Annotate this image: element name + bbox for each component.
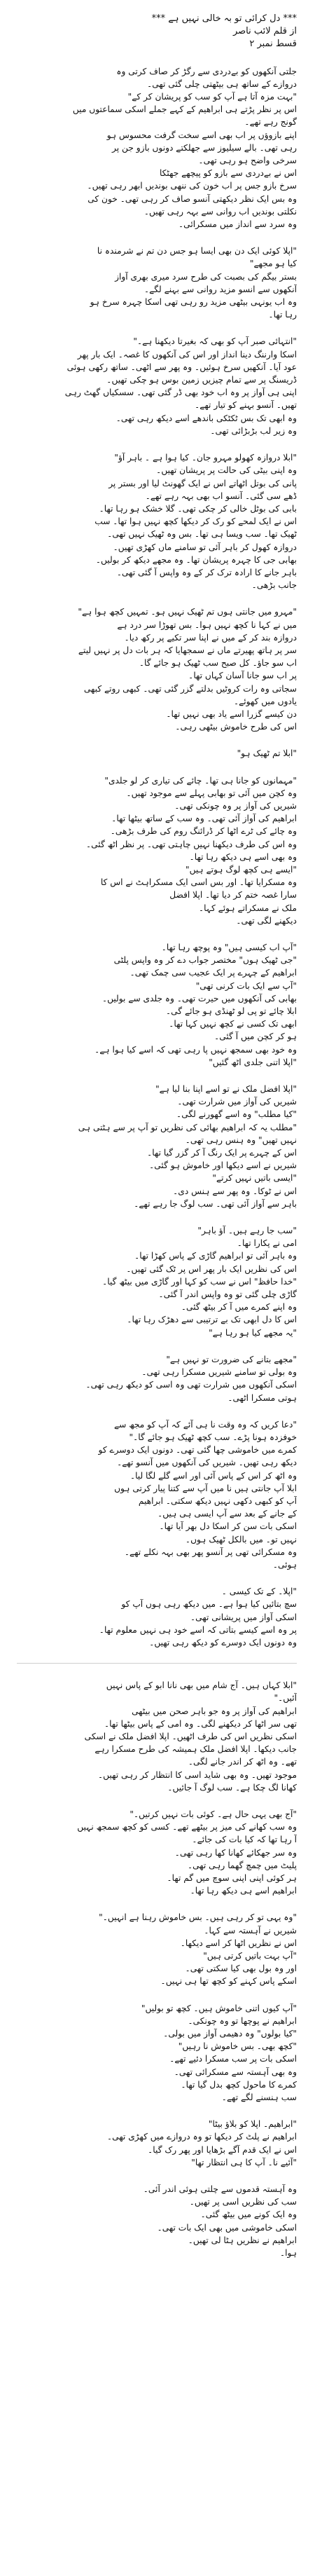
text-line: ابراھیم نے نظریں ہٹا لی تھیں۔ — [188, 2235, 297, 2245]
text-line: وہ اٹھ کر اس کے پاس آئی اور اسے گلے لگا لیا۔ — [130, 1470, 297, 1481]
text-line: کھانا لگ چکا ہے۔ سب لوگ آ جائیں۔ — [167, 1782, 297, 1793]
text-line: اسکی آنکھوں میں شرارت تھی وہ اسی کو دیکھ رہی تھی۔ — [85, 1380, 297, 1390]
text-line: ہوا۔ — [280, 2248, 297, 2259]
paragraph — [17, 747, 297, 760]
paragraph — [17, 2183, 297, 2259]
text-line: سرخ بازو جس پر اب خون کی ننھی بوندیں ابھر رہی تھیں۔ — [87, 181, 297, 191]
text-line: شیریں نے آہستہ سے کہا۔ — [204, 1925, 297, 1936]
paragraph — [17, 1679, 297, 1794]
text-line: آپ کو کبھی دکھی نہیں دیکھ سکتی۔ ابراھیم — [138, 1495, 297, 1506]
text-line: جلتی آنکھوں کو بےدردی سے رگڑ کر صاف کرتی وہ — [116, 66, 297, 76]
text-line: "وہ یہی تو کر رہی ہیں۔ بس خاموش رہنا ہے انہیں۔" — [99, 1912, 297, 1923]
paragraph — [17, 1808, 297, 1897]
text-line: پر اب سو جانا آسان کہاں تھا۔ — [188, 671, 297, 681]
text-line: "آپ اب کیسی ہیں" وہ پوچھ رہا تھا۔ — [161, 943, 297, 952]
text-line: اسکی بات سن کر اسکا دل بھر آیا تھا۔ — [159, 1521, 297, 1532]
section-divider — [17, 1663, 297, 1664]
text-line: "ایسی باتیں نہیں کرتے" — [212, 1173, 297, 1184]
text-line: سارا غصہ ختم کر دیا تھا۔ اپلا افضل — [169, 890, 297, 900]
paragraph — [17, 774, 297, 927]
text-line: ابراھیم نے پلٹ کر دیکھا تو وہ دروازے میں کھڑی تھی۔ — [107, 2132, 297, 2142]
text-line: اس نے ٹوکا۔ وہ پھر سے ہنس دی۔ — [173, 1186, 297, 1196]
text-line: "بہت مزہ آتا ہے آپ کو سب کو پریشان کر کے" — [127, 92, 297, 102]
text-line: نہیں تو۔ میں بالکل ٹھیک ہوں۔ — [185, 1534, 297, 1544]
text-line: "آئیے نا۔ آپ کا ہی انتظار تھا" — [191, 2157, 297, 2167]
text-line: وہ اس کی طرف دیکھنا نہیں چاہتی تھی۔ پر نظر اٹھ گئی۔ — [86, 839, 297, 849]
paragraph — [17, 1353, 297, 1404]
text-line: بھابی جی کا چہرہ پریشان تھا۔ وہ مجھے دیکھ کر بولیں۔ — [95, 554, 297, 565]
text-line: دروازہ کھول کر باہر آئی تو سامنے ماں کھڑی تھیں۔ — [113, 542, 297, 552]
paragraph — [17, 941, 297, 1069]
text-line: شیریں نے اسے دیکھا اور خاموش ہو گئی۔ — [149, 1160, 297, 1171]
text-line: "مہرو میں جانتی ہوں تم ٹھیک نہیں ہو۔ تمہیں کچھ ہوا ہے" — [78, 607, 297, 617]
text-line: وہ اپنی بیٹی کی حالت پر پریشان تھیں۔ — [156, 465, 297, 476]
document-body — [17, 65, 297, 1650]
text-line: "اپلا کوئی ایک دن بھی ایسا ہو جس دن تم نے شرمندہ نا — [97, 246, 297, 256]
text-line: شیریں کی آواز میں شرارت تھی۔ — [177, 1097, 297, 1107]
text-line: وہ اپنے کمرے میں آ کر بیٹھ گئی۔ — [181, 1302, 297, 1313]
text-line: ابھی تک کسی نے کچھ نہیں کہا تھا۔ — [169, 1019, 297, 1029]
text-line: آنکھوں سے انسو مزید روانی سے بہنے لگے۔ — [144, 284, 297, 294]
text-line: یادوں میں کھوئے۔ — [234, 696, 297, 706]
text-line: شیریں کی آواز پر وہ چونکی تھی۔ — [174, 800, 297, 811]
text-line: عود آیا۔ آنکھیں سرخ ہوئیں۔ وہ پھر سے اٹھی۔ ساتھ رکھی ہوئی — [66, 362, 297, 372]
text-line: "ابلا تم ٹھیک ہو" — [237, 748, 297, 759]
text-line: وہ سرد سے انداز میں مسکرائی۔ — [178, 219, 297, 230]
text-line: "ابلا دروازہ کھولو مہرو جان۔ کیا ہوا ہے ۔ باہر آؤ" — [114, 453, 297, 463]
text-line: وہ مسکرائی تھی پر آنسو پھر بھی بہہ نکلے تھے۔ — [124, 1547, 297, 1557]
text-line: "اپلا۔ کے تک کیسی ۔ — [221, 1587, 297, 1597]
text-line: سب ہنسنے لگے تھے۔ — [221, 2092, 297, 2103]
text-line: دیکھ رہی تھیں۔ شیریں کی آنکھوں میں آنسو تھے۔ — [117, 1458, 297, 1468]
text-line: ملک نے مسکراتے ہوئے کہا۔ — [198, 903, 297, 913]
text-line: ابراھیم اسے ہی دیکھ رہا تھا۔ — [190, 1886, 297, 1896]
text-line: ابراھیم کی آواز آئی تھی۔ وہ سب کے ساتھ بیٹھا تھا۔ — [111, 814, 297, 824]
text-line: وہ کچن میں آئی تو بھابی پہلے سے موجود تھیں۔ — [126, 788, 297, 798]
text-line: ابلا چائے تو پی لو ٹھنڈی ہو جائے گی۔ — [165, 1006, 297, 1017]
text-line: ہر کوئی اپنی اپنی سوچ میں گم تھا۔ — [167, 1873, 297, 1883]
text-line: گونج رہے تھے۔ — [244, 117, 297, 128]
paragraph — [17, 1585, 297, 1649]
text-line: ابلا آپ جانتی ہیں نا میں آپ سے کتنا پیار کرتی ہوں — [114, 1483, 297, 1493]
text-line: رہی تھی۔ بالے سیلیوز سے جھلکتے دونوں بازو جن پر — [112, 142, 297, 153]
text-line: "اپلا افضل ملک نے تو اسے اپنا بنا لیا ہے" — [155, 1084, 297, 1095]
text-line: اسکے پاس کہنے کو کچھ تھا ہی نہیں۔ — [160, 1976, 297, 1987]
text-line: وہ ابھی تک بس ٹکٹکی باندھے اسے دیکھ رہی تھی۔ — [115, 413, 297, 423]
text-line: "کچھ بھی۔ بس خاموش نا رہیں" — [178, 2041, 297, 2052]
text-line: رہا تھا۔ — [268, 310, 297, 320]
text-line: امی نے پکارا تھا۔ — [237, 1238, 297, 1249]
text-line: آئیں۔" — [274, 1693, 297, 1704]
text-line: کمرے کا ماحول کچھ بدل گیا تھا۔ — [181, 2079, 297, 2090]
text-line: تھی سر اٹھا کر دیکھنے لگی۔ وہ امی کے پاس بیٹھا تھا۔ — [104, 1718, 297, 1729]
paragraph — [17, 451, 297, 591]
text-line: "انتہائی صبر آپ کو بھی کہ بغیرتا دیکھنا ہے۔" — [133, 336, 297, 347]
text-line: "آپ بہت باتیں کرتی ہیں" — [203, 1951, 297, 1961]
text-line: "ابلا کہاں ہیں۔ آج شام میں بھی نانا ابو کے پاس نہیں — [106, 1680, 297, 1691]
text-line: ڈریسنگ پر سے تمام چیزیں زمین بوس ہو چکی تھیں۔ — [106, 375, 297, 385]
text-line: اس پر نظر پڑتے ہی ابراھیم کے کہے جملے اسکی سماعتوں میں — [72, 104, 297, 115]
text-line: اس کی نظریں ایک بار پھر اس پر ٹک گئی تھیں۔ — [126, 1263, 297, 1274]
text-line: جانب دیکھا۔ اپلا افضل ملک ہمیشہ کی طرح مسکرا رہے — [94, 1744, 297, 1755]
text-line: وہ دونوں ایک دوسرے کو دیکھ رہی تھیں۔ — [149, 1637, 297, 1647]
text-line: "مطلب یہ کہ ابراھیم بھائی کی نظریں تو آپ پر سے ہٹتی ہی — [78, 1122, 297, 1132]
text-line: تھیں۔ آنسو بہنے کو تیار تھے۔ — [195, 400, 297, 411]
text-line: قسط نمبر ۲ — [249, 39, 297, 50]
paragraph — [17, 1083, 297, 1210]
text-line: سجاتی وہ رات کروٹیں بدلتے گزر گئی تھی۔ کبھی روتے کبھی — [83, 683, 297, 694]
text-line: "اپلا اتنی جلدی اٹھ گئیں" — [209, 1057, 297, 1067]
text-line: *** دل کرائی تو بہ خالی نہیں ہے *** — [151, 13, 297, 24]
text-line: ابراھیم کی آواز پر وہ جو باہر صحن میں بیٹھی — [132, 1706, 297, 1716]
text-line: اس کی طرح خاموش بیٹھی رہی۔ — [175, 722, 297, 732]
text-line: وہ مسکرایا تھا۔ اور بس اسی ایک مسکراہٹ نے اس کا — [100, 877, 297, 888]
paragraph — [17, 245, 297, 321]
text-line: اسکی آواز میں پریشانی تھی۔ — [190, 1612, 297, 1622]
text-line: "مہمانوں کو جانا ہی تھا۔ چائے کی تیاری کر لو جلدی" — [104, 775, 297, 786]
text-line: موجود تھیں۔ وہ بھی شاید اسی کا انتظار کر رہی تھیں۔ — [98, 1769, 297, 1780]
text-line: دن کیسے گزرا اسے یاد بھی نہیں تھا۔ — [166, 708, 297, 719]
text-line: سب کی نظریں اسی پر تھیں۔ — [189, 2197, 297, 2207]
document-body-continued — [17, 1679, 297, 2259]
text-line: بابی کی بوٹل خالی کر چکی تھی۔ گلا خشک ہو رہا تھا۔ — [99, 503, 297, 514]
text-line: جانب بڑھی۔ — [251, 580, 297, 591]
text-line: اسکی نظریں اس کی طرف اٹھیں۔ اپلا افضل ملک نے اسکی — [84, 1731, 297, 1741]
text-line: ابراھیم نے پوچھا تو وہ چونکی۔ — [188, 2015, 297, 2026]
paragraph — [17, 2002, 297, 2104]
text-line: وہ بھی اسے ہی دیکھ رہا تھا۔ — [189, 851, 297, 862]
text-line: باہر جانے کا ارادہ ترک کر کے وہ واپس آ گئی تھی۔ — [116, 567, 297, 577]
text-line: دروازہ بند کر کے میں نے اپنا سر تکیے پر رکھ دیا۔ — [124, 632, 297, 643]
text-line: "دعا کریں کہ وہ وقت نا ہی آئے کہ آپ کو مجھ سے — [113, 1419, 297, 1430]
text-line: ہوئی۔ — [272, 1559, 297, 1570]
text-line: سچ بتائیں کیا ہوا ہے۔ میں دیکھ رہی ہوں آپ کو — [121, 1599, 297, 1610]
text-line: اس نے ایک لمحے کو رک کر دیکھا کچھ نہیں ہوا تھا۔ سب — [94, 516, 297, 527]
text-line: ہو کر کچن میں آ گئی۔ — [214, 1032, 297, 1042]
text-line: دیکھنے لگی تھی۔ — [236, 915, 297, 926]
text-line: "سب جا رہے ہیں۔ آؤ باہر" — [197, 1226, 297, 1236]
text-line: میں نے کہا نا کچھ نہیں ہوا۔ بس تھوڑا سر درد ہے — [117, 619, 297, 630]
text-line: دروازے کے ساتھ ہی بیٹھتی چلی گئی تھی۔ — [147, 78, 297, 89]
text-line: اس نے نظریں اٹھا کر اسے دیکھا۔ — [180, 1938, 297, 1948]
text-line: ابراھیم کے چہرے پر ایک عجیب سی چمک تھی۔ — [130, 968, 297, 978]
text-line: "آج بھی یہی حال ہے۔ کوئی بات نہیں کرتیں۔" — [130, 1809, 297, 1819]
paragraph — [17, 605, 297, 733]
text-line: وہ بولی تو سامنے شیریں مسکرا رہی تھی۔ — [141, 1367, 297, 1378]
text-line: وہ زیر لب بڑبڑائی تھی۔ — [210, 425, 297, 436]
text-line: ڈھے سی گئی۔ آنسو اب بھی بہہ رہے تھے۔ — [145, 491, 297, 501]
text-line: وہ بھی آہستہ سے مسکرائی تھی۔ — [174, 2067, 297, 2077]
text-line: کمرے میں خاموشی چھا گئی تھی۔ دونوں ایک دوسرے کو — [98, 1445, 297, 1455]
text-line: اپنے بازوؤں پر اب بھی اسے سخت گرفت محسوس ہو — [106, 130, 297, 140]
text-line: تھے۔ وہ اٹھ کر اندر جانے لگی۔ — [188, 1757, 297, 1767]
paragraph — [17, 1911, 297, 1987]
text-line: وہ آہستہ قدموں سے چلتی ہوئی اندر آئی۔ — [143, 2184, 297, 2195]
text-line: وہ سر جھکائے کھانا کھا رہی تھی۔ — [174, 1847, 297, 1858]
text-line: وہ بس ایک نظر دیکھتی آنسو صاف کر رہی تھی۔ خون کی — [88, 193, 297, 204]
text-line: "جی ٹھیک ہوں" مختصر جواب دے کر وہ واپس پلٹی — [113, 955, 297, 966]
text-line: آ رہا تھا کہ کیا بات کی جائے۔ — [192, 1835, 297, 1845]
text-line: "کیا بولوں" وہ دھیمی آواز میں بولی۔ — [163, 2029, 297, 2039]
text-line: پلیٹ میں چمچ گھما رہی تھی۔ — [187, 1860, 297, 1870]
text-line: "مجھے بتانے کی ضرورت تو نہیں ہے" — [166, 1354, 297, 1364]
paragraph — [17, 1418, 297, 1571]
text-line: نہیں تھیں" وہ ہنس رہی تھی۔ — [185, 1135, 297, 1145]
text-line: اسکا وارننگ دینا انداز اور اس کی آنکھوں کا غصہ۔ ایک بار پھر — [77, 349, 297, 359]
text-line: ہوتی مسکرا اٹھی۔ — [227, 1392, 297, 1403]
text-line: "یہ مجھے کیا ہو رہا ہے" — [209, 1327, 297, 1338]
text-line: "ابراھیم۔ اپلا کو بلاؤ بیٹا" — [208, 2119, 297, 2130]
text-line: اس کے چہرے پر ایک رنگ آ کر گزر گیا تھا۔ — [147, 1148, 297, 1158]
text-line: بھابی کی آنکھوں میں حیرت تھی۔ وہ جلدی سے بولیں۔ — [102, 993, 297, 1003]
text-line: اسکی خاموشی میں بھی ایک بات تھی۔ — [157, 2222, 297, 2233]
text-line: اپنی ہی آواز پر وہ اب خود بھی ڈر گئی تھی۔ سسکیاں گھٹ رہی — [64, 388, 297, 398]
text-line: کے جانے کے بعد سے آپ ایسی ہی ہیں۔ — [158, 1509, 297, 1519]
document-header — [17, 13, 297, 51]
paragraph — [17, 65, 297, 231]
text-line: "آپ کیوں اتنی خاموش ہیں۔ کچھ تو بولیں" — [141, 2003, 297, 2013]
text-line: باہر سے آواز آئی تھی۔ سب لوگ جا رہے تھے۔ — [134, 1198, 297, 1209]
text-line: گاڑی چلی گئی تو وہ واپس اندر آ گئی۔ — [158, 1289, 297, 1300]
text-line: بستر بیگم کی بصبت کی طرح سرد میری بھری آواز — [115, 271, 297, 282]
text-line: وہ چائے کی ٹرے اٹھا کر ڈرائنگ روم کی طرف بڑھی۔ — [110, 826, 297, 837]
text-line: ٹھیک تھا۔ سب ویسا ہی تھا۔ بس وہ ٹھیک نہیں تھی۔ — [107, 529, 297, 540]
paragraph — [17, 335, 297, 437]
text-line: اس نے ایک قدم آگے بڑھایا اور پھر رک گیا۔ — [148, 2144, 297, 2155]
paragraph — [17, 1224, 297, 1339]
paragraph — [17, 2118, 297, 2169]
text-line: کیا ہو مجھے" — [249, 259, 297, 269]
text-line: از قلم لائب ناصر — [232, 26, 297, 37]
text-line: اب سو جاؤ۔ کل صبح سب ٹھیک ہو جائے گا۔ — [139, 658, 297, 669]
text-line: اسکی بات پر سب مسکرا دئیے تھے۔ — [169, 2054, 297, 2064]
text-line: وہ باہر آئی تو ابراھیم گاڑی کے پاس کھڑا تھا۔ — [134, 1251, 297, 1261]
text-line: "خدا حافظ" اس نے سب کو کہا اور گاڑی میں بیٹھ گیا۔ — [102, 1276, 297, 1287]
text-line: "آپ سے ایک بات کرنی تھی" — [195, 980, 297, 991]
text-line: اور وہ بول بھی کیا سکتی تھی۔ — [185, 1964, 297, 1974]
text-line: وہ خود بھی سمجھ نہیں پا رہی تھی کہ اسے کیا ہوا ہے۔ — [94, 1044, 297, 1055]
text-line: نکلتی بوندیں اب روانی سے بہہ رہی تھیں۔ — [144, 206, 297, 217]
text-line: "ایسے ہی کچھ لوگ ہوتے ہیں" — [185, 864, 297, 875]
text-line: سر پر ہاتھ پھیرتے ماں نے سمجھایا کہ ہر بات دل پر نہیں لیتے — [78, 645, 297, 655]
text-line: پر وہ اسے کیسے بتاتی کہ اسے خود ہی نہیں معلوم تھا۔ — [99, 1624, 297, 1635]
text-line: خوفزدہ ہونا پڑے۔ سب کچھ ٹھیک ہو جائے گا۔" — [129, 1432, 297, 1442]
text-line: اس کا دل ابھی تک بے ترتیبی سے دھڑک رہا تھا۔ — [127, 1315, 297, 1325]
text-line: سرخی واضح ہو رہی تھی۔ — [198, 156, 297, 166]
text-line: وہ سب کھانے کی میز پر بیٹھے تھے۔ کسی کو کچھ سمجھ نہیں — [77, 1822, 297, 1832]
text-line: وہ ایک کونے میں بیٹھ گئی۔ — [200, 2210, 297, 2220]
text-line: پانی کی بوتل اٹھاتے اس نے ایک گھونٹ لیا اور بستر پر — [108, 478, 297, 488]
text-line: "کیا مطلب" وہ اسے گھورنے لگی۔ — [176, 1109, 297, 1120]
text-line: اس نے بےدردی سے بازو کو پیچھے جھٹکا — [159, 168, 297, 179]
text-line: وہ اب یونہی بیٹھی مزید رو رہی تھی اسکا چہرہ سرخ ہو — [90, 297, 297, 308]
